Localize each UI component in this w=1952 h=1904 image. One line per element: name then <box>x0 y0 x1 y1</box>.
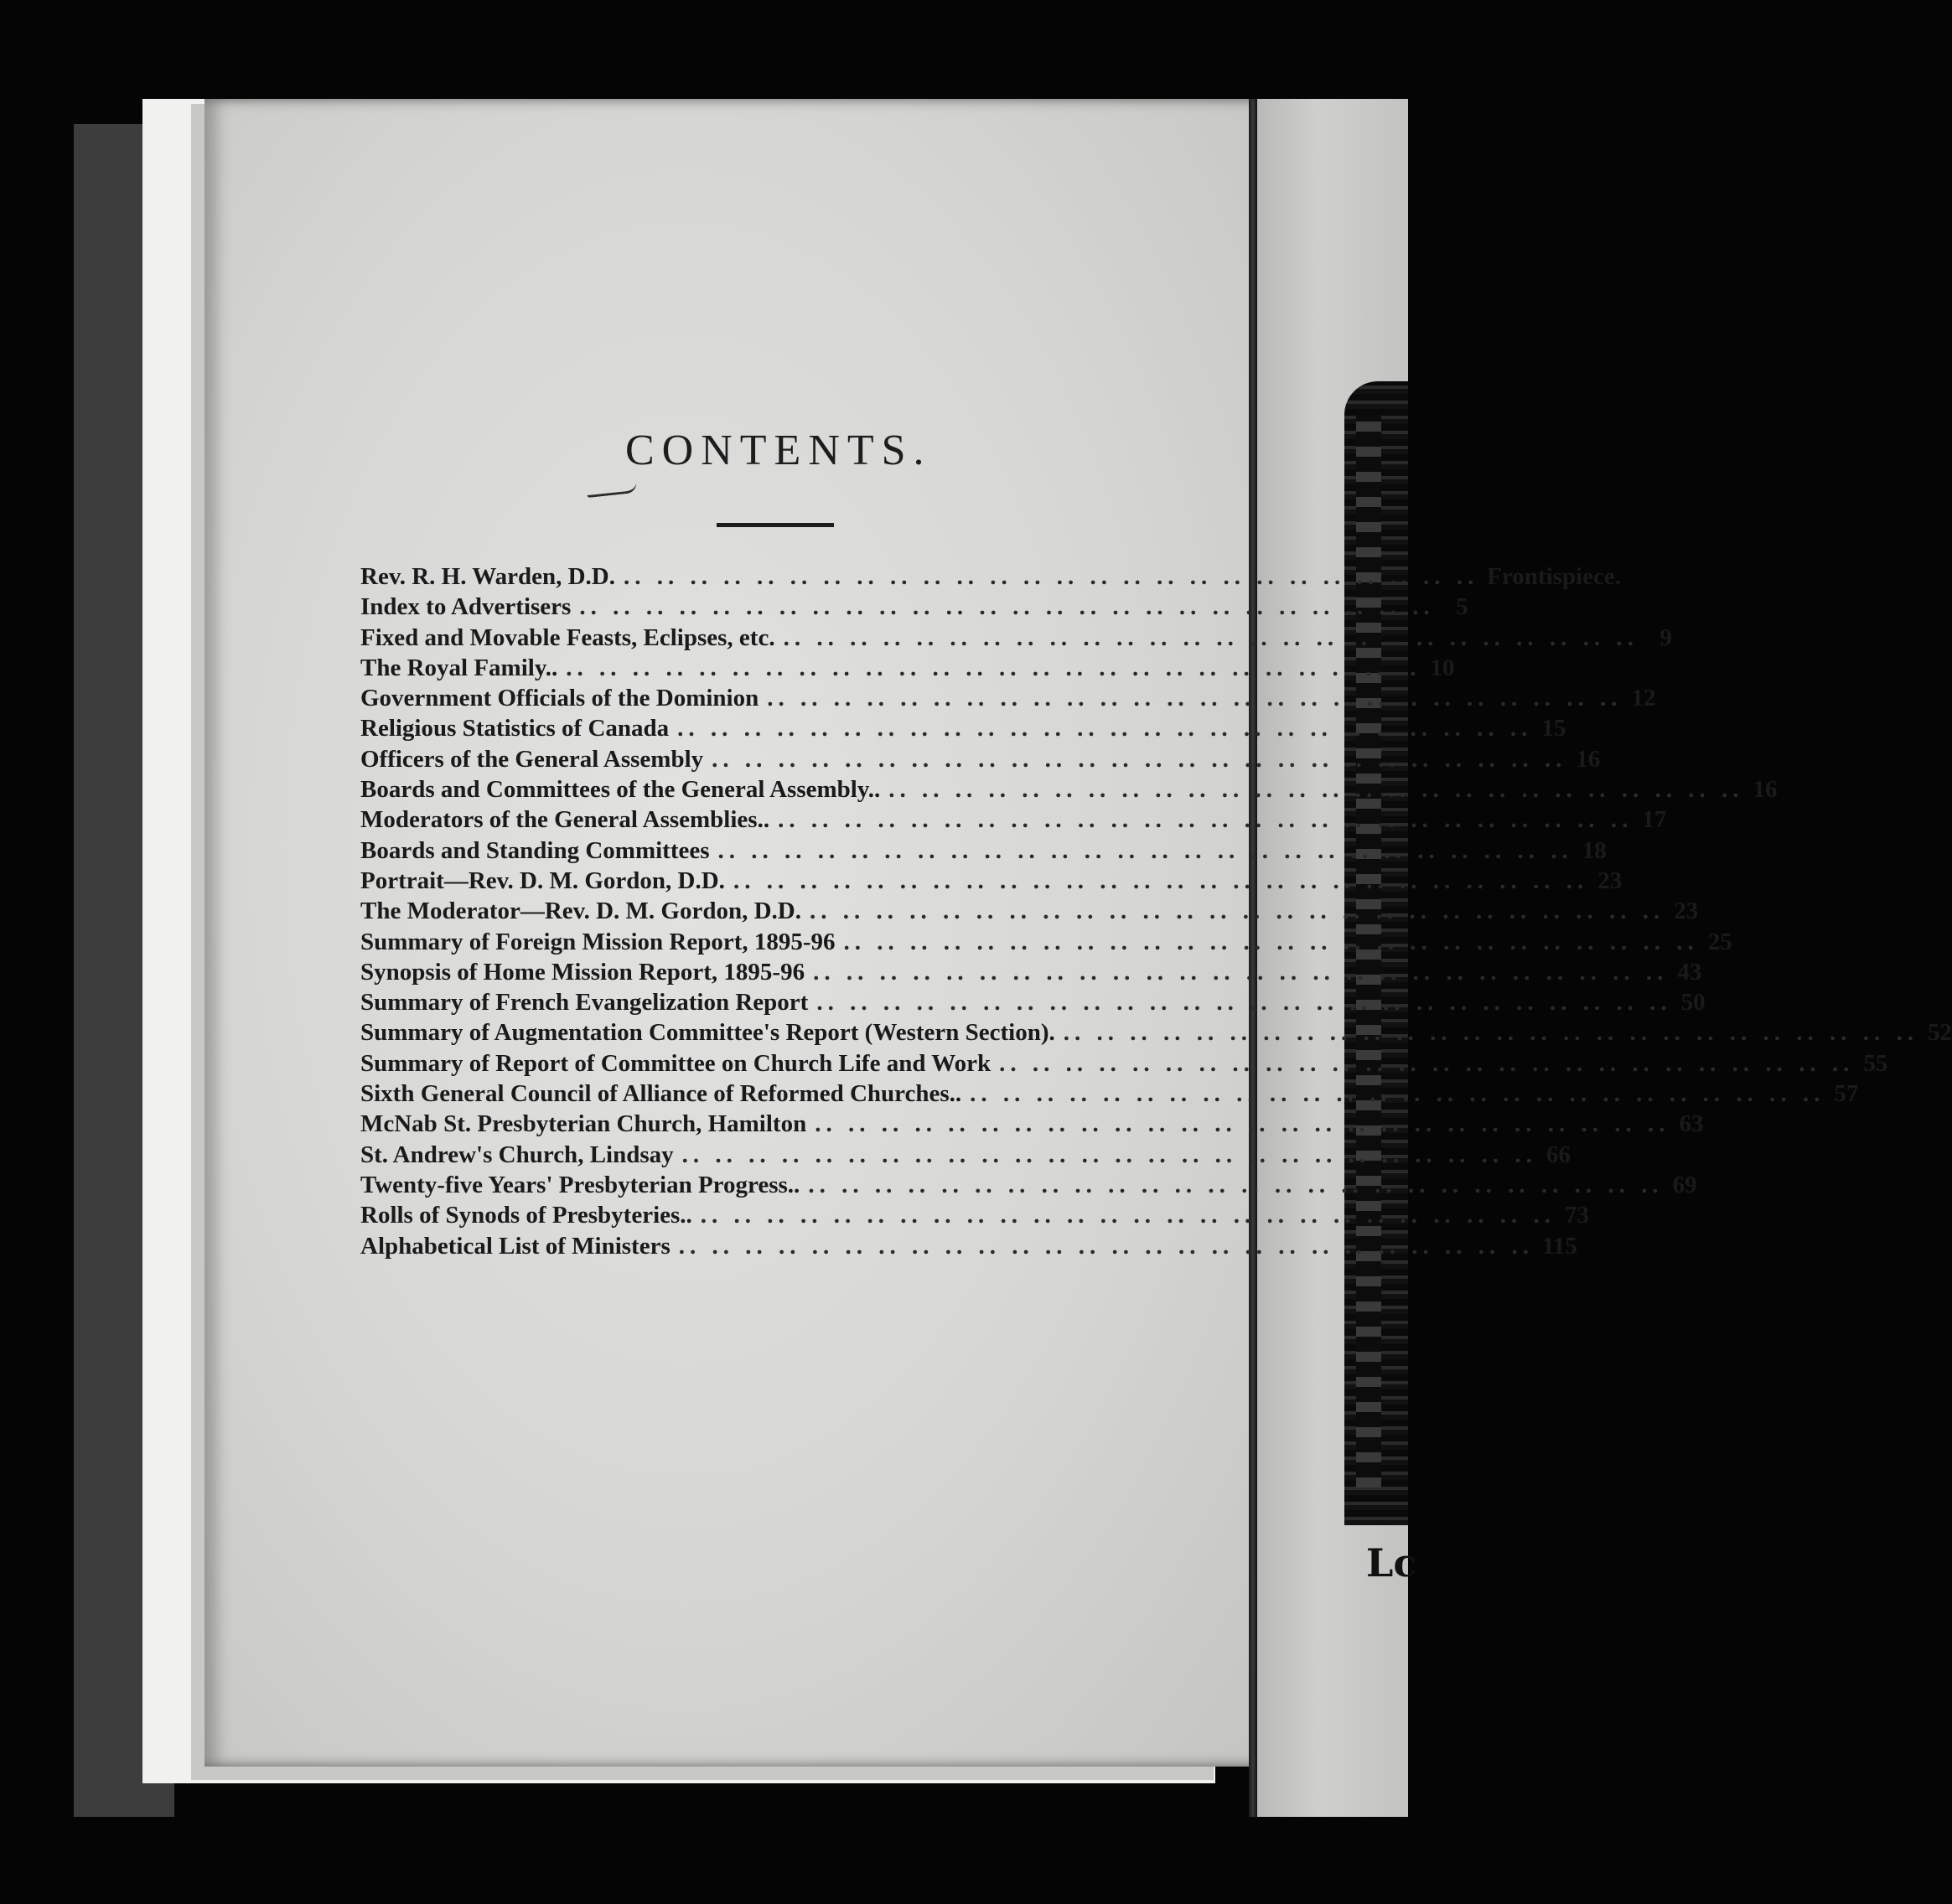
toc-leader-dots <box>844 929 1699 956</box>
toc-entry-title: Index to Advertisers <box>360 593 572 621</box>
toc-entry <box>360 867 1623 898</box>
toc-entry-page: Frontispiece. <box>1487 563 1621 590</box>
toc-entry <box>360 715 1566 745</box>
toc-entry <box>360 989 1706 1019</box>
toc-entry <box>360 593 1468 623</box>
toc-entry-title: Moderators of the General Assemblies.. <box>360 806 770 834</box>
toc-entry <box>360 1232 1577 1263</box>
toc-leader-dots <box>701 1202 1556 1229</box>
toc-entry-page: 18 <box>1582 836 1607 864</box>
toc-entry-page: 115 <box>1542 1232 1577 1260</box>
table-of-contents <box>360 563 1952 1263</box>
toc-leader-dots <box>778 806 1633 834</box>
toc-entry-title: St. Andrew's Church, Lindsay <box>360 1141 674 1168</box>
toc-entry-title: Religious Statistics of Canada <box>360 715 670 742</box>
toc-entry-title: Fixed and Movable Feasts, Eclipses, etc. <box>360 623 775 651</box>
toc-entry-page: 15 <box>1541 715 1566 742</box>
toc-entry-page: 55 <box>1863 1049 1888 1077</box>
toc-entry-page: 23 <box>1674 898 1699 925</box>
toc-leader-dots <box>733 867 1588 895</box>
toc-entry <box>360 1110 1704 1141</box>
toc-entry-title: Sixth General Council of Alliance of Reformed Churches.. <box>360 1080 962 1108</box>
toc-leader-dots <box>784 624 1639 652</box>
toc-leader-dots <box>813 959 1668 986</box>
toc-leader-dots <box>712 746 1566 774</box>
toc-entry <box>360 685 1656 715</box>
heading-rule <box>717 523 834 527</box>
toc-entry <box>360 806 1667 836</box>
toc-entry-title: The Royal Family.. <box>360 654 558 681</box>
toc-leader-dots <box>1064 1019 1918 1047</box>
toc-entry <box>360 1171 1697 1202</box>
toc-leader-dots <box>679 1233 1534 1260</box>
toc-entry-page: 5 <box>1456 593 1468 621</box>
toc-leader-dots <box>816 989 1671 1017</box>
toc-entry-page: 9 <box>1659 623 1672 651</box>
toc-entry-page: 16 <box>1753 776 1778 804</box>
toc-entry-page: 25 <box>1707 928 1732 955</box>
toc-entry-page: 66 <box>1546 1141 1571 1168</box>
toc-entry <box>360 928 1732 959</box>
toc-entry-page: 63 <box>1679 1110 1704 1138</box>
toc-entry <box>360 958 1702 989</box>
toc-entry-title: Twenty-five Years' Presbyterian Progress.. <box>360 1171 800 1198</box>
toc-entry-page: 57 <box>1834 1080 1859 1108</box>
toc-entry-title: Summary of Augmentation Committee's Report (Western Section). <box>360 1019 1055 1047</box>
toc-leader-dots <box>808 1172 1663 1199</box>
toc-entry-page: 17 <box>1642 806 1667 834</box>
toc-entry-title: Summary of French Evangelization Report <box>360 989 809 1017</box>
toc-entry <box>360 898 1699 928</box>
toc-leader-dots <box>999 1050 1854 1078</box>
toc-leader-dots <box>767 685 1622 712</box>
toc-entry-title: Government Officials of the Dominion <box>360 685 759 712</box>
toc-leader-dots <box>970 1080 1825 1108</box>
toc-entry-page: 23 <box>1597 867 1623 894</box>
toc-entry-title: Officers of the General Assembly <box>360 745 704 773</box>
toc-entry <box>360 1141 1571 1172</box>
toc-entry-title: Summary of Foreign Mission Report, 1895-96 <box>360 928 836 955</box>
contents-heading: CONTENTS. <box>625 427 932 474</box>
toc-entry-page: 43 <box>1677 958 1702 986</box>
toc-entry <box>360 1049 1888 1080</box>
facing-page-text-fragment: Lc <box>1366 1540 1417 1586</box>
toc-entry-title: Portrait—Rev. D. M. Gordon, D.D. <box>360 867 725 894</box>
toc-entry-page: 73 <box>1565 1202 1590 1229</box>
toc-entry-title: Boards and Committees of the General Assembly.. <box>360 776 881 804</box>
toc-leader-dots <box>579 593 1434 621</box>
toc-entry-title: Synopsis of Home Mission Report, 1895-96 <box>360 958 805 986</box>
toc-entry <box>360 836 1607 867</box>
toc-entry-title: McNab St. Presbyterian Church, Hamilton <box>360 1110 807 1138</box>
toc-entry-title: Boards and Standing Committees <box>360 836 710 864</box>
toc-entry-page: 69 <box>1672 1171 1697 1198</box>
toc-entry-page: 12 <box>1631 685 1656 712</box>
toc-entry-page: 16 <box>1576 745 1601 773</box>
toc-leader-dots <box>888 776 1743 804</box>
toc-entry <box>360 1019 1952 1049</box>
toc-entry-page: 50 <box>1680 989 1706 1017</box>
toc-leader-dots <box>624 563 1478 591</box>
toc-leader-dots <box>815 1110 1670 1138</box>
toc-entry <box>360 1202 1590 1232</box>
toc-entry <box>360 745 1601 776</box>
toc-entry-title: Rev. R. H. Warden, D.D. <box>360 563 615 590</box>
toc-entry-title: The Moderator—Rev. D. M. Gordon, D.D. <box>360 898 801 925</box>
toc-leader-dots <box>718 837 1573 865</box>
toc-entry-title: Summary of Report of Committee on Church Life and Work <box>360 1049 992 1077</box>
toc-entry <box>360 654 1455 685</box>
toc-entry-page: 52 <box>1928 1019 1952 1047</box>
toc-leader-dots <box>682 1141 1537 1169</box>
toc-entry-title: Alphabetical List of Ministers <box>360 1232 671 1260</box>
toc-entry-title: Rolls of Synods of Presbyteries.. <box>360 1202 692 1229</box>
toc-entry <box>360 623 1672 654</box>
toc-leader-dots <box>566 654 1421 682</box>
toc-entry <box>360 776 1778 806</box>
toc-entry <box>360 563 1621 593</box>
toc-leader-dots <box>677 715 1532 742</box>
toc-entry <box>360 1080 1859 1110</box>
toc-leader-dots <box>810 898 1665 925</box>
toc-entry-page: 10 <box>1430 654 1455 681</box>
